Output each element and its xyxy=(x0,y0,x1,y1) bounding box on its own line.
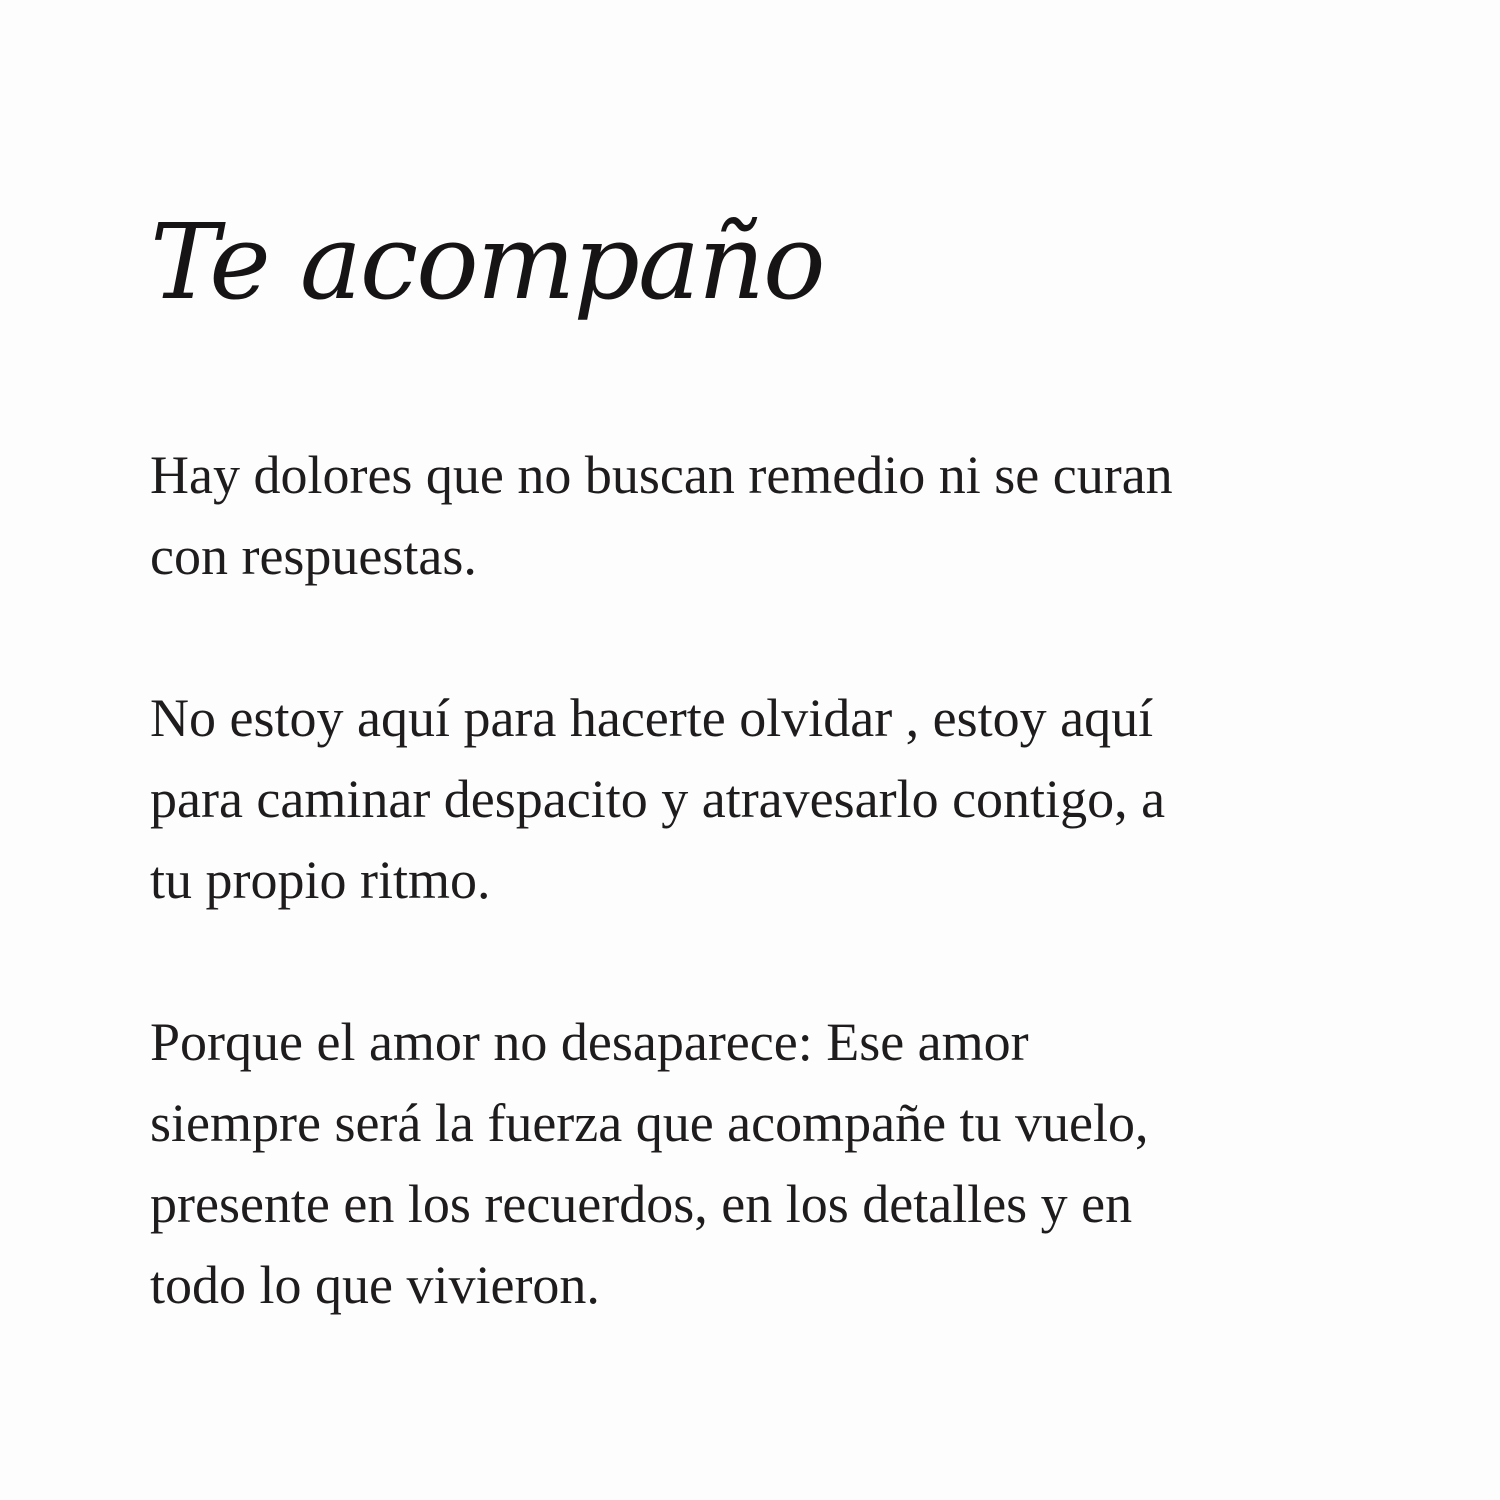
paragraph-line: todo lo que vivieron. xyxy=(150,1255,600,1315)
body-text xyxy=(150,435,1350,1326)
paragraph-line: tu propio ritmo. xyxy=(150,850,491,910)
page-title: Te acompaño xyxy=(150,201,824,323)
paragraph-line: No estoy aquí para hacerte olvidar , estoy aquí xyxy=(150,688,1154,748)
paragraph-line: con respuestas. xyxy=(150,526,477,586)
paragraph-line: Hay dolores que no buscan remedio ni se curan xyxy=(150,445,1173,505)
paragraph-line: Porque el amor no desaparece: Ese amor xyxy=(150,1012,1029,1072)
paragraph-3 xyxy=(150,1002,1350,1326)
paragraph-line: presente en los recuerdos, en los detalles y en xyxy=(150,1174,1133,1234)
paragraph-2 xyxy=(150,678,1350,921)
paragraph-line: para caminar despacito y atravesarlo contigo, a xyxy=(150,769,1166,829)
paragraph-1 xyxy=(150,435,1350,597)
paragraph-line: siempre será la fuerza que acompañe tu vuelo, xyxy=(150,1093,1149,1153)
